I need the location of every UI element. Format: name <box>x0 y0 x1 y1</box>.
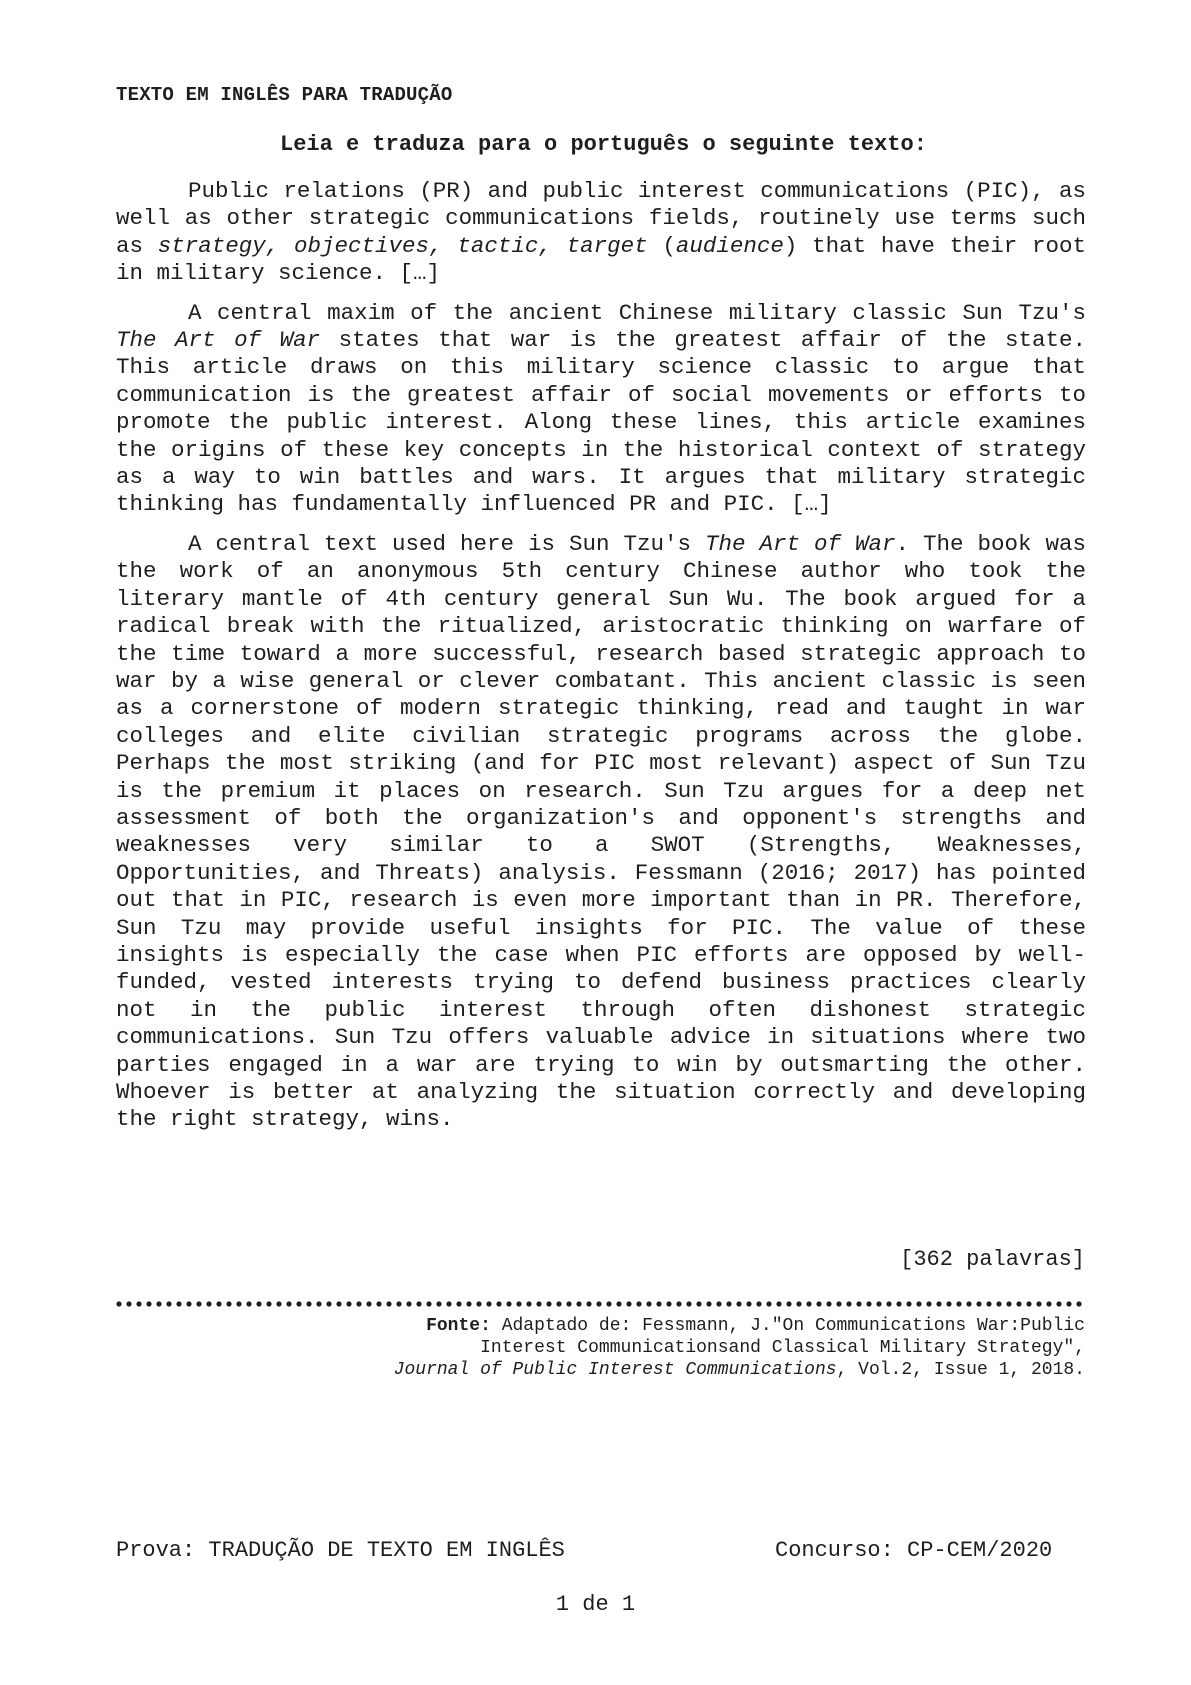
instruction-text: Leia e traduza para o português o seguinte texto: <box>280 132 927 157</box>
source-label: Fonte: <box>426 1316 491 1336</box>
paragraph-text: A central text used here is Sun Tzu's <box>188 530 705 557</box>
paragraph-2 <box>116 300 1086 519</box>
source-line-3-text: , Vol.2, Issue 1, 2018. <box>836 1360 1085 1380</box>
paragraph-text: A central maxim of the ancient Chinese military classic Sun Tzu's <box>188 299 1086 326</box>
source-line-3 <box>225 1359 1085 1381</box>
paragraph-text: Public relations (PR) and public interest communications (PIC), as well as other strategic communications fields, routinely use terms such as <box>116 178 1086 259</box>
dotted-divider <box>114 1300 1086 1308</box>
word-count: [362 palavras] <box>900 1247 1085 1272</box>
paragraph-1 <box>116 178 1086 288</box>
italic-term: audience <box>675 232 784 259</box>
source-citation <box>225 1315 1085 1381</box>
journal-name: Journal of Public Interest Communications <box>393 1360 837 1380</box>
paragraph-text: states that war is the greatest affair of the state. This article draws on this military science classic to argue that communication is the greatest affair of social movements or efforts to promote the public interest. Along these lines, this article examines the origins of these key concepts in the historical context of strategy as a way to win battles and wars. It argues that military strategic thinking has fundamentally influenced PR and PIC. […] <box>116 327 1087 518</box>
page-number: 1 de 1 <box>555 1592 636 1617</box>
footer-contest-name: Concurso: CP-CEM/2020 <box>775 1538 1053 1563</box>
page-header: TEXTO EM INGLÊS PARA TRADUÇÃO <box>116 84 453 106</box>
source-line-2: Interest Communicationsand Classical Military Strategy", <box>480 1338 1085 1358</box>
footer-exam-name: Prova: TRADUÇÃO DE TEXTO EM INGLÊS <box>116 1538 565 1563</box>
paragraph-3 <box>116 531 1086 1134</box>
paragraph-text: . The book was the work of an anonymous 5th century Chinese author who took the literary mantle of 4th century general Sun Wu. The book argued for a radical break with the ritualized, aristocratic thinking on warfare of the time toward a more successful, research based strategic approach to war by a wise general or clever combatant. This ancient classic is seen as a cornerstone of modern strategic thinking, read and taught in war colleges and elite civilian strategic programs across the globe. Perhaps the most striking (and for PIC most relevant) aspect of Sun Tzu is the premium it places on research. Sun Tzu argues for a deep net assessment of both the organization's and opponent's strengths and weaknesses very similar to a SWOT (Strengths, Weaknesses, Opportunities, and Threats) analysis. Fessmann (2016; 2017) has pointed out that in PIC, research is even more important than in PR. Therefore, Sun Tzu may provide useful insights for PIC. The value of these insights is especially the case when PIC efforts are opposed by well-funded, vested interests trying to defend business practices clearly not in the public interest through often dishonest strategic communications. Sun Tzu offers valuable advice in situations where two parties engaged in a war are trying to win by outsmarting the other. Whoever is better at analyzing the situation correctly and developing the right strategy, wins. <box>116 530 1086 1133</box>
paragraph-text: ) that have their root in military science. […] <box>116 232 1086 287</box>
italic-term: The Art of War <box>116 327 321 354</box>
italic-term: strategy, objectives, tactic, target <box>157 232 648 259</box>
source-line-1-text: Adaptado de: Fessmann, J."On Communications War:Public <box>490 1316 1085 1336</box>
paragraph-text: ( <box>647 232 676 259</box>
italic-term: The Art of War <box>705 530 896 557</box>
source-line-1 <box>225 1315 1085 1337</box>
text-body <box>116 178 1086 1146</box>
